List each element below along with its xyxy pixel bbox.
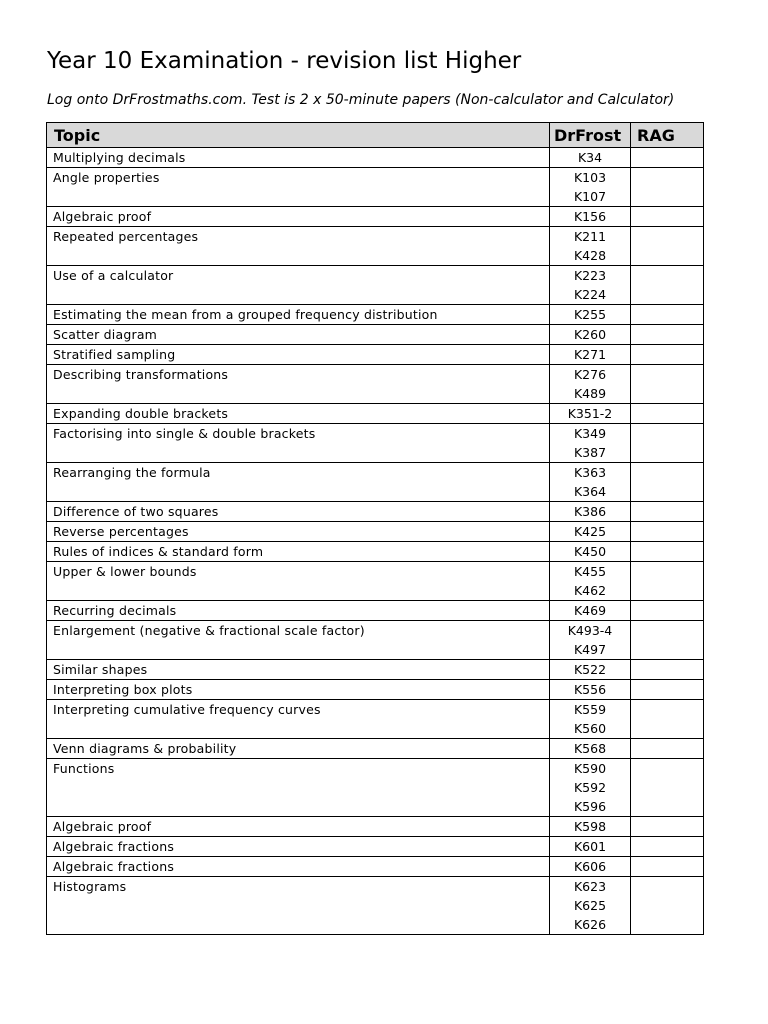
table-row — [47, 207, 704, 227]
drfrost-code: K493-4 — [567, 623, 613, 638]
topic-cell: Repeated percentages — [47, 227, 550, 266]
rag-cell[interactable] — [631, 739, 704, 759]
topic-cell: Algebraic proof — [47, 207, 550, 227]
topic-cell: Rearranging the formula — [47, 463, 550, 502]
table-row — [47, 463, 704, 502]
table-row — [47, 325, 704, 345]
table-row — [47, 700, 704, 739]
topic-cell: Use of a calculator — [47, 266, 550, 305]
drfrost-code: K425 — [573, 524, 607, 539]
drfrost-codes-cell — [550, 857, 631, 877]
topic-cell: Describing transformations — [47, 365, 550, 404]
drfrost-code: K364 — [573, 484, 607, 499]
drfrost-codes-cell — [550, 621, 631, 660]
drfrost-codes-cell — [550, 463, 631, 502]
drfrost-code: K363 — [573, 465, 607, 480]
table-row — [47, 345, 704, 365]
table-row — [47, 305, 704, 325]
drfrost-codes-cell — [550, 680, 631, 700]
topic-cell: Reverse percentages — [47, 522, 550, 542]
topic-cell: Interpreting box plots — [47, 680, 550, 700]
rag-cell[interactable] — [631, 877, 704, 935]
drfrost-code: K211 — [573, 229, 607, 244]
drfrost-code: K34 — [577, 150, 603, 165]
drfrost-code: K601 — [573, 839, 607, 854]
drfrost-codes-cell — [550, 562, 631, 601]
column-header-topic: Topic — [47, 123, 550, 148]
table-row — [47, 621, 704, 660]
topic-cell: Algebraic fractions — [47, 837, 550, 857]
drfrost-code: K349 — [573, 426, 607, 441]
rag-cell[interactable] — [631, 857, 704, 877]
revision-table — [46, 122, 704, 935]
drfrost-codes-cell — [550, 404, 631, 424]
drfrost-code: K103 — [573, 170, 607, 185]
drfrost-code: K489 — [573, 386, 607, 401]
table-row — [47, 522, 704, 542]
drfrost-codes-cell — [550, 817, 631, 837]
drfrost-codes-cell — [550, 700, 631, 739]
drfrost-codes-cell — [550, 424, 631, 463]
column-header-rag: RAG — [631, 123, 704, 148]
rag-cell[interactable] — [631, 700, 704, 739]
drfrost-codes-cell — [550, 345, 631, 365]
drfrost-code: K276 — [573, 367, 607, 382]
drfrost-code: K351-2 — [567, 406, 613, 421]
rag-cell[interactable] — [631, 680, 704, 700]
drfrost-code: K386 — [573, 504, 607, 519]
drfrost-codes-cell — [550, 542, 631, 562]
drfrost-code: K260 — [573, 327, 607, 342]
table-row — [47, 680, 704, 700]
drfrost-code: K469 — [573, 603, 607, 618]
topic-cell: Scatter diagram — [47, 325, 550, 345]
topic-cell: Recurring decimals — [47, 601, 550, 621]
table-row — [47, 365, 704, 404]
table-row — [47, 601, 704, 621]
rag-cell[interactable] — [631, 463, 704, 502]
drfrost-code: K224 — [573, 287, 607, 302]
drfrost-code: K156 — [573, 209, 607, 224]
topic-cell: Stratified sampling — [47, 345, 550, 365]
drfrost-code: K626 — [573, 917, 607, 932]
table-row — [47, 502, 704, 522]
drfrost-code: K568 — [573, 741, 607, 756]
topic-cell: Similar shapes — [47, 660, 550, 680]
rag-cell[interactable] — [631, 227, 704, 266]
rag-cell[interactable] — [631, 660, 704, 680]
topic-cell: Angle properties — [47, 168, 550, 207]
rag-cell[interactable] — [631, 817, 704, 837]
table-row — [47, 877, 704, 935]
drfrost-code: K606 — [573, 859, 607, 874]
topic-cell: Estimating the mean from a grouped frequency distribution — [47, 305, 550, 325]
drfrost-code: K623 — [573, 879, 607, 894]
table-row — [47, 148, 704, 168]
rag-cell[interactable] — [631, 542, 704, 562]
topic-cell: Upper & lower bounds — [47, 562, 550, 601]
drfrost-code: K598 — [573, 819, 607, 834]
table-row — [47, 739, 704, 759]
drfrost-codes-cell — [550, 325, 631, 345]
drfrost-codes-cell — [550, 305, 631, 325]
rag-cell[interactable] — [631, 502, 704, 522]
drfrost-code: K387 — [573, 445, 607, 460]
rag-cell[interactable] — [631, 601, 704, 621]
topic-cell: Enlargement (negative & fractional scale factor) — [47, 621, 550, 660]
table-row — [47, 404, 704, 424]
topic-cell: Algebraic proof — [47, 817, 550, 837]
drfrost-code: K497 — [573, 642, 607, 657]
topic-cell: Histograms — [47, 877, 550, 935]
rag-cell[interactable] — [631, 365, 704, 404]
topic-cell: Algebraic fractions — [47, 857, 550, 877]
rag-cell[interactable] — [631, 305, 704, 325]
table-row — [47, 562, 704, 601]
drfrost-codes-cell — [550, 168, 631, 207]
table-row — [47, 168, 704, 207]
drfrost-codes-cell — [550, 207, 631, 227]
page-title: Year 10 Examination - revision list Higher — [47, 48, 522, 74]
drfrost-code: K522 — [573, 662, 607, 677]
drfrost-code: K450 — [573, 544, 607, 559]
drfrost-codes-cell — [550, 365, 631, 404]
drfrost-codes-cell — [550, 660, 631, 680]
drfrost-code: K556 — [573, 682, 607, 697]
topic-cell: Factorising into single & double brackets — [47, 424, 550, 463]
drfrost-code: K428 — [573, 248, 607, 263]
drfrost-codes-cell — [550, 502, 631, 522]
column-header-drfrost: DrFrost — [550, 123, 631, 148]
drfrost-codes-cell — [550, 266, 631, 305]
table-row — [47, 660, 704, 680]
table-row — [47, 817, 704, 837]
drfrost-code: K107 — [573, 189, 607, 204]
drfrost-code: K590 — [573, 761, 607, 776]
drfrost-codes-cell — [550, 148, 631, 168]
table-row — [47, 837, 704, 857]
rag-cell[interactable] — [631, 837, 704, 857]
topic-cell: Rules of indices & standard form — [47, 542, 550, 562]
rag-cell[interactable] — [631, 759, 704, 817]
table-row — [47, 424, 704, 463]
drfrost-code: K271 — [573, 347, 607, 362]
drfrost-code: K455 — [573, 564, 607, 579]
drfrost-code: K592 — [573, 780, 607, 795]
rag-cell[interactable] — [631, 562, 704, 601]
rag-cell[interactable] — [631, 266, 704, 305]
drfrost-code: K596 — [573, 799, 607, 814]
table-body — [47, 148, 704, 935]
rag-cell[interactable] — [631, 522, 704, 542]
instructions-text: Log onto DrFrostmaths.com. Test is 2 x 50-minute papers (Non-calculator and Calculator) — [47, 92, 675, 108]
drfrost-code: K625 — [573, 898, 607, 913]
table-row — [47, 227, 704, 266]
topic-cell: Interpreting cumulative frequency curves — [47, 700, 550, 739]
drfrost-codes-cell — [550, 759, 631, 817]
rag-cell[interactable] — [631, 404, 704, 424]
topic-cell: Functions — [47, 759, 550, 817]
rag-cell[interactable] — [631, 168, 704, 207]
rag-cell[interactable] — [631, 207, 704, 227]
drfrost-code: K462 — [573, 583, 607, 598]
table-row — [47, 266, 704, 305]
drfrost-codes-cell — [550, 227, 631, 266]
topic-cell: Expanding double brackets — [47, 404, 550, 424]
drfrost-codes-cell — [550, 522, 631, 542]
drfrost-code: K223 — [573, 268, 607, 283]
table-header-row — [47, 123, 704, 148]
table-row — [47, 542, 704, 562]
drfrost-codes-cell — [550, 601, 631, 621]
drfrost-code: K559 — [573, 702, 607, 717]
drfrost-code: K255 — [573, 307, 607, 322]
topic-cell: Difference of two squares — [47, 502, 550, 522]
rag-cell[interactable] — [631, 148, 704, 168]
table-row — [47, 759, 704, 817]
rag-cell[interactable] — [631, 621, 704, 660]
drfrost-code: K560 — [573, 721, 607, 736]
rag-cell[interactable] — [631, 325, 704, 345]
rag-cell[interactable] — [631, 424, 704, 463]
rag-cell[interactable] — [631, 345, 704, 365]
topic-cell: Venn diagrams & probability — [47, 739, 550, 759]
drfrost-codes-cell — [550, 837, 631, 857]
drfrost-codes-cell — [550, 877, 631, 935]
table-row — [47, 857, 704, 877]
topic-cell: Multiplying decimals — [47, 148, 550, 168]
drfrost-codes-cell — [550, 739, 631, 759]
